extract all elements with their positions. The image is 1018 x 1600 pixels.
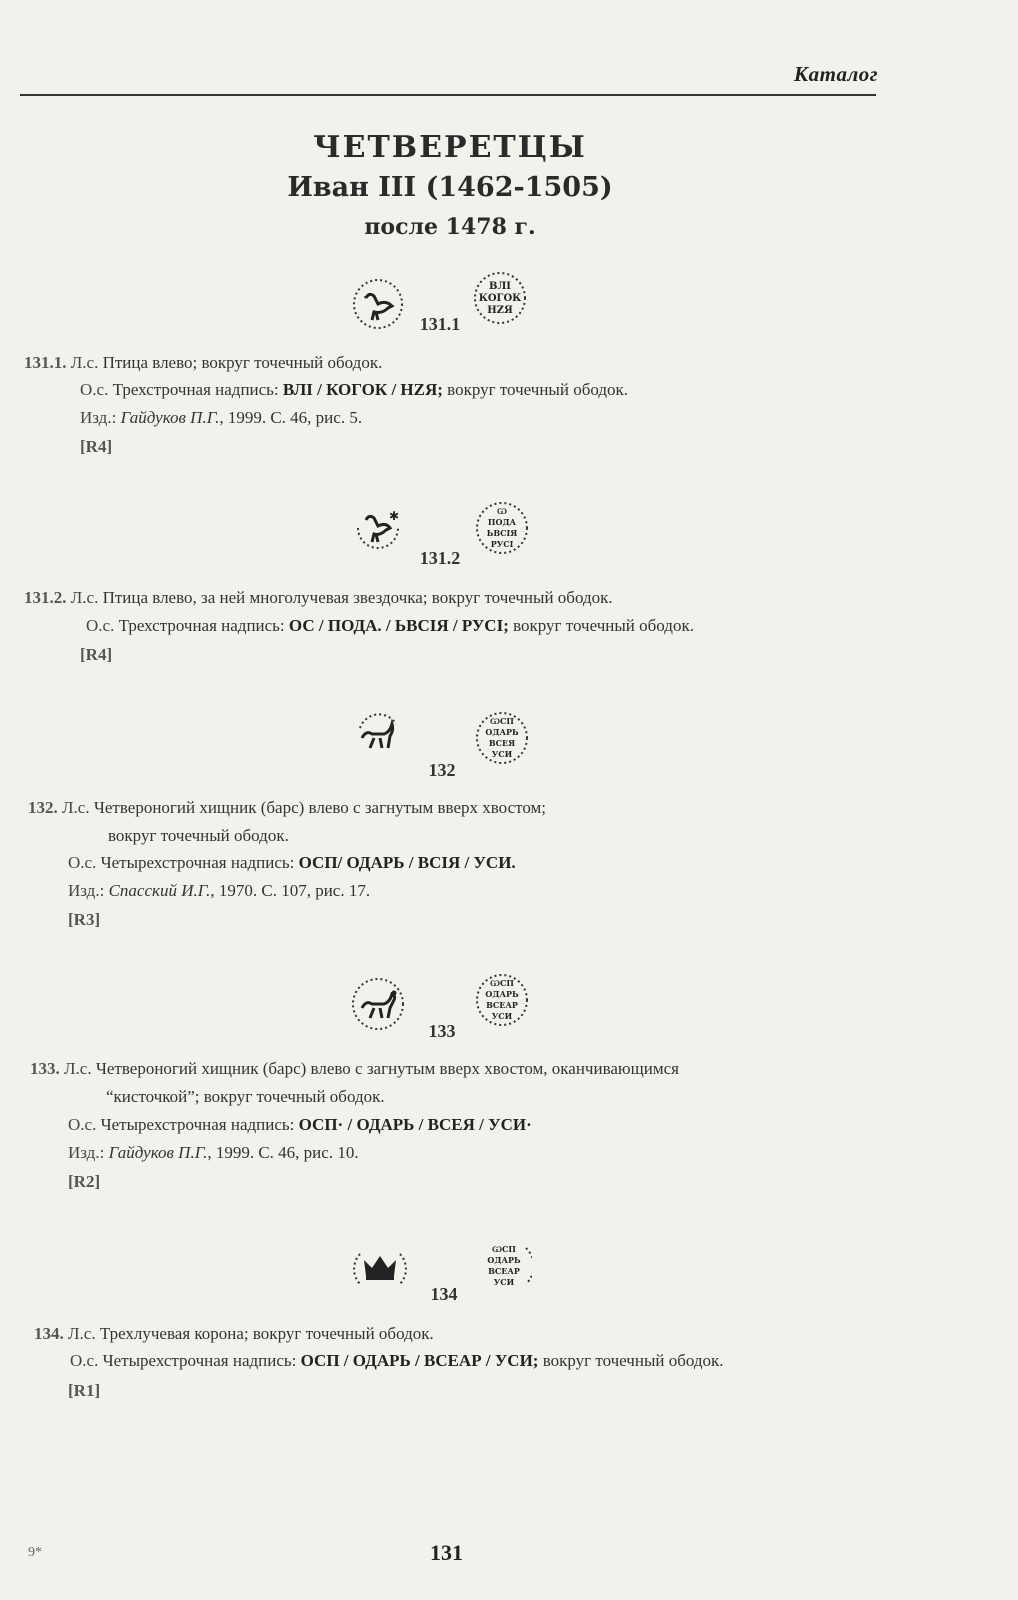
reverse-label: О.с. [68, 853, 97, 872]
entry-obverse-line [28, 798, 546, 818]
coin-legend-line: ѠСП [490, 716, 514, 726]
rarity-badge: [R4] [80, 645, 113, 664]
coin-legend-line: ВСЕЯ [488, 738, 516, 748]
reverse-suffix: вокруг точечный ободок. [542, 1351, 724, 1370]
entry-reverse-line [80, 380, 628, 400]
entry-obverse-line [34, 1324, 434, 1344]
obverse-text: Четвероногий хищник (барс) влево с загнутым вверх хвостом, оканчивающимся [95, 1059, 679, 1078]
reverse-label: О.с. [68, 1115, 97, 1134]
rarity-badge: [R1] [68, 1381, 101, 1400]
reverse-inscription: ОС / ПОДА. / ЬВСIЯ / РУСI; [288, 616, 509, 635]
source-ref: , 1999. С. 46, рис. 10. [207, 1143, 359, 1162]
coin-reverse-inscription-image [472, 270, 528, 326]
coin-obverse-leopard-tassel-image [350, 976, 406, 1032]
obverse-label: Л.с. [70, 353, 99, 372]
coin-legend-line: ПОДА [487, 517, 517, 527]
coin-reverse-inscription-image [474, 710, 530, 766]
figure-label: 131.2 [419, 548, 461, 568]
page-number: 131 [430, 1540, 463, 1565]
coin-reverse-inscription-image [474, 500, 530, 556]
reverse-prefix: Трехстрочная надпись: [118, 616, 285, 635]
section-title: ЧЕТВЕРЕТЦЫ [313, 130, 587, 165]
reverse-inscription: ОСП· / ОДАРЬ / ВСЕЯ / УСИ· [298, 1115, 532, 1134]
entry-reverse-line [86, 616, 694, 636]
reverse-inscription: ВЛI / КОГОК / НZЯ; [282, 380, 443, 399]
coin-legend-line: УСИ [493, 1277, 515, 1287]
coin-legend-line: Ѡ [496, 506, 508, 516]
obverse-text: Трехлучевая корона; вокруг точечный ободок. [99, 1324, 434, 1343]
reverse-label: О.с. [80, 380, 109, 399]
coin-legend-line: ЬВСIЯ [486, 528, 518, 538]
header-rule [20, 94, 876, 96]
reverse-prefix: Трехстрочная надпись: [112, 380, 279, 399]
rarity-badge: [R3] [68, 910, 101, 929]
entry-obverse-line [30, 1059, 679, 1079]
obverse-text: Четвероногий хищник (барс) влево с загнутым вверх хвостом; [93, 798, 547, 817]
source-ref: , 1999. С. 46, рис. 5. [219, 408, 363, 427]
svg-text:✱: ✱ [388, 509, 400, 523]
entry-source-line [68, 881, 370, 901]
rarity-badge: [R2] [68, 1172, 101, 1191]
entry-reverse-line [68, 853, 516, 873]
coin-legend-line: УСИ [491, 749, 513, 759]
reverse-inscription: ОСП / ОДАРЬ / ВСЕАР / УСИ; [300, 1351, 539, 1370]
figure-label: 131.1 [419, 314, 461, 334]
coin-reverse-inscription-image [476, 1238, 532, 1294]
source-label: Изд.: [80, 408, 117, 427]
reverse-prefix: Четырехстрочная надпись: [100, 1115, 295, 1134]
source-author: Гайдуков П.Г. [120, 408, 220, 427]
entry-number: 134. [34, 1324, 64, 1343]
entry-obverse-line-2: “кисточкой”; вокруг точечный ободок. [106, 1087, 385, 1106]
obverse-label: Л.с. [68, 1324, 96, 1343]
source-label: Изд.: [68, 1143, 105, 1162]
entry-obverse-line [24, 353, 382, 373]
figure-label: 133 [428, 1021, 456, 1041]
coin-obverse-crown-image [352, 1240, 408, 1296]
reverse-label: О.с. [70, 1351, 99, 1370]
source-author: Гайдуков П.Г. [108, 1143, 208, 1162]
figure-label: 132 [428, 760, 456, 780]
obverse-text: Птица влево, за ней многолучевая звездочка; вокруг точечный ободок. [102, 588, 613, 607]
reverse-inscription: ОСП/ ОДАРЬ / ВСIЯ / УСИ. [298, 853, 516, 872]
rarity-badge: [R4] [80, 437, 113, 456]
coin-obverse-leopard-image [350, 708, 406, 764]
ruler-title: Иван III (1462-1505) [287, 172, 613, 203]
reverse-prefix: Четырехстрочная надпись: [100, 853, 295, 872]
coin-legend-line: КОГОК [478, 293, 522, 304]
entry-source-line [80, 408, 362, 428]
entry-obverse-line-2: вокруг точечный ободок. [108, 826, 289, 845]
figure-label: 134 [430, 1284, 458, 1304]
running-header: Каталог [793, 62, 878, 86]
coin-legend-line: ОДАРЬ [485, 727, 519, 737]
entry-number: 131.2. [24, 588, 67, 607]
source-author: Спасский И.Г. [108, 881, 211, 900]
obverse-label: Л.с. [62, 798, 90, 817]
obverse-text: Птица влево; вокруг точечный ободок. [102, 353, 383, 372]
source-label: Изд.: [68, 881, 105, 900]
entry-number: 131.1. [24, 353, 67, 372]
entry-source-line [68, 1143, 359, 1163]
source-ref: , 1970. С. 107, рис. 17. [210, 881, 371, 900]
coin-reverse-inscription-image [474, 972, 530, 1028]
coin-legend-line: РУСI [490, 539, 514, 549]
coin-obverse-bird-image [350, 276, 406, 332]
coin-legend-line: УСИ [491, 1011, 513, 1021]
entry-obverse-line [24, 588, 613, 608]
coin-legend-line: ВСЕАР [486, 1000, 518, 1010]
reverse-suffix: вокруг точечный ободок. [447, 380, 629, 399]
coin-legend-line: ѠСП [490, 978, 514, 988]
coin-legend-line: ОДАРЬ [485, 989, 519, 999]
obverse-label: Л.с. [64, 1059, 92, 1078]
reverse-label: О.с. [86, 616, 115, 635]
coin-legend-line: НZЯ [487, 305, 513, 316]
entry-number: 133. [30, 1059, 60, 1078]
obverse-label: Л.с. [70, 588, 99, 607]
entry-number: 132. [28, 798, 58, 817]
coin-legend-line: ВЛI [489, 281, 511, 292]
reverse-suffix: вокруг точечный ободок. [513, 616, 694, 635]
entry-reverse-line [70, 1351, 724, 1371]
coin-legend-line: ѠСП [492, 1244, 516, 1254]
reverse-prefix: Четырехстрочная надпись: [102, 1351, 297, 1370]
coin-obverse-bird-star-image [350, 500, 406, 556]
coin-legend-line: ОДАРЬ [487, 1255, 521, 1265]
signature-mark: 9* [28, 1545, 42, 1560]
date-subtitle: после 1478 г. [364, 214, 536, 240]
entry-reverse-line [68, 1115, 532, 1135]
coin-legend-line: ВСЕАР [488, 1266, 520, 1276]
